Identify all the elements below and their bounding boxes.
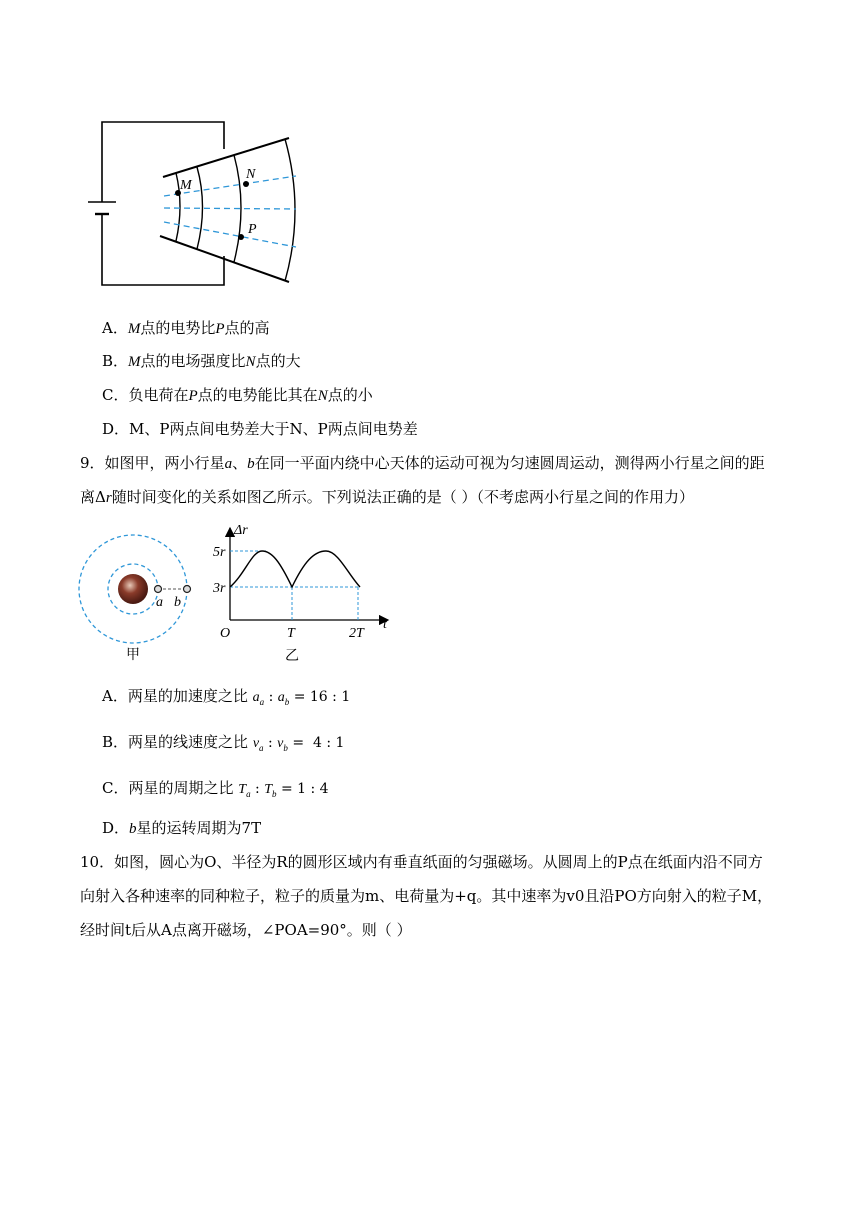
option-letter: C． [102, 386, 129, 404]
label-b: b [174, 595, 181, 610]
option-letter: A． [102, 687, 128, 705]
option-var: b [129, 821, 137, 837]
var-a: a [224, 456, 233, 472]
q10-stem-line1: 10．如图，圆心为O、半径为R的圆形区域内有垂直纸面的匀强磁场。从圆周上的P点在纸面内沿不同方 [80, 853, 763, 871]
option-var: M [128, 354, 141, 370]
option-text: 两星的周期之比 [128, 779, 234, 797]
asteroid-a [155, 586, 162, 593]
q8-option-c[interactable] [102, 385, 373, 406]
x-axis-label: t [383, 617, 387, 632]
q9-option-a[interactable] [102, 686, 350, 713]
stem-text: 在同一平面内绕中心天体的运动可视为匀速圆周运动，测得两小行星之间的距 [254, 454, 765, 472]
delta-r-curve [230, 551, 360, 587]
circuit-wire [102, 214, 224, 285]
option-formula: $T_a$ : $T_b = 1$ : 4 [238, 781, 329, 799]
option-var: P [188, 388, 198, 404]
equipotential-arc [285, 139, 295, 281]
central-body [118, 574, 148, 604]
y-tick-3r: 3r [213, 581, 226, 596]
option-formula: $a_a$ : $a_b = 16$ : 1 [252, 689, 351, 707]
asteroid-b [184, 586, 191, 593]
option-var: N [317, 388, 328, 404]
field-line [164, 208, 296, 209]
option-text: 点的电场强度比 [140, 352, 246, 370]
option-value: 7T [241, 819, 262, 837]
q10-stem-line2: 向射入各种速率的同种粒子，粒子的质量为m、电荷量为+q。其中速率为v0且沿PO方向射入的粒子M， [80, 887, 773, 905]
option-letter: C． [102, 779, 129, 797]
option-text: 负电荷在 [128, 386, 189, 404]
option-letter: A． [102, 319, 128, 337]
option-text: 两星的线速度之比 [128, 733, 249, 751]
option-text: 点的电势能比其在 [197, 386, 318, 404]
option-letter: D． [102, 420, 130, 438]
question-number: 9． [80, 454, 105, 472]
var-r: r [105, 490, 112, 506]
delta-r-graph [210, 522, 395, 672]
option-var: P [215, 321, 225, 337]
stem-text: 离Δ [80, 488, 106, 506]
option-text: 点的大 [255, 352, 301, 370]
q9-stem-line1 [80, 453, 765, 474]
option-text: 点的高 [224, 319, 270, 337]
field-line [164, 222, 296, 247]
stem-text: 如图甲，两小行星 [104, 454, 225, 472]
option-formula: $v_a$ : $v_b = 4$ : 1 [252, 735, 345, 753]
caption-jia: 甲 [126, 648, 140, 663]
caption-yi: 乙 [285, 649, 299, 664]
electric-field-figure [84, 110, 314, 295]
option-letter: D． [102, 819, 130, 837]
y-axis-label: Δr [234, 523, 248, 538]
q9-stem-line2 [80, 487, 694, 508]
x-tick-2t: 2T [349, 626, 364, 641]
y-tick-5r: 5r [213, 545, 226, 560]
label-p: P [248, 222, 257, 237]
orbit-figure [76, 528, 196, 668]
label-n: N [246, 167, 256, 182]
label-a: a [156, 595, 163, 610]
stem-text: 随时间变化的关系如图乙所示。下列说法正确的是（ ）（不考虑两小行星之间的作用力） [111, 488, 694, 506]
q8-option-d[interactable] [102, 419, 418, 439]
option-text: M、P两点间电势差大于N、P两点间电势差 [129, 420, 418, 438]
option-text: 两星的加速度之比 [127, 687, 248, 705]
point-p [238, 234, 244, 240]
option-text: 星的运转周期为 [136, 819, 242, 837]
x-tick-t: T [287, 626, 295, 641]
q9-option-b[interactable] [102, 732, 344, 759]
var-b: b [247, 456, 255, 472]
option-text: 点的电势比 [140, 319, 216, 337]
q8-option-b[interactable] [102, 351, 301, 372]
option-var: N [245, 354, 256, 370]
origin-label: O [220, 626, 231, 641]
stem-text: 、 [232, 454, 248, 472]
option-letter: B． [102, 352, 129, 370]
upper-boundary [163, 138, 289, 177]
q8-option-a[interactable] [102, 318, 270, 339]
q9-option-c[interactable] [102, 778, 329, 805]
label-m: M [180, 178, 192, 193]
q9-option-d[interactable] [102, 818, 261, 839]
q10-stem-line3: 经时间t后从A点离开磁场，∠POA=90°。则（ ） [80, 921, 412, 939]
option-var: M [127, 321, 141, 337]
option-text: 点的小 [327, 386, 373, 404]
option-letter: B． [102, 733, 129, 751]
